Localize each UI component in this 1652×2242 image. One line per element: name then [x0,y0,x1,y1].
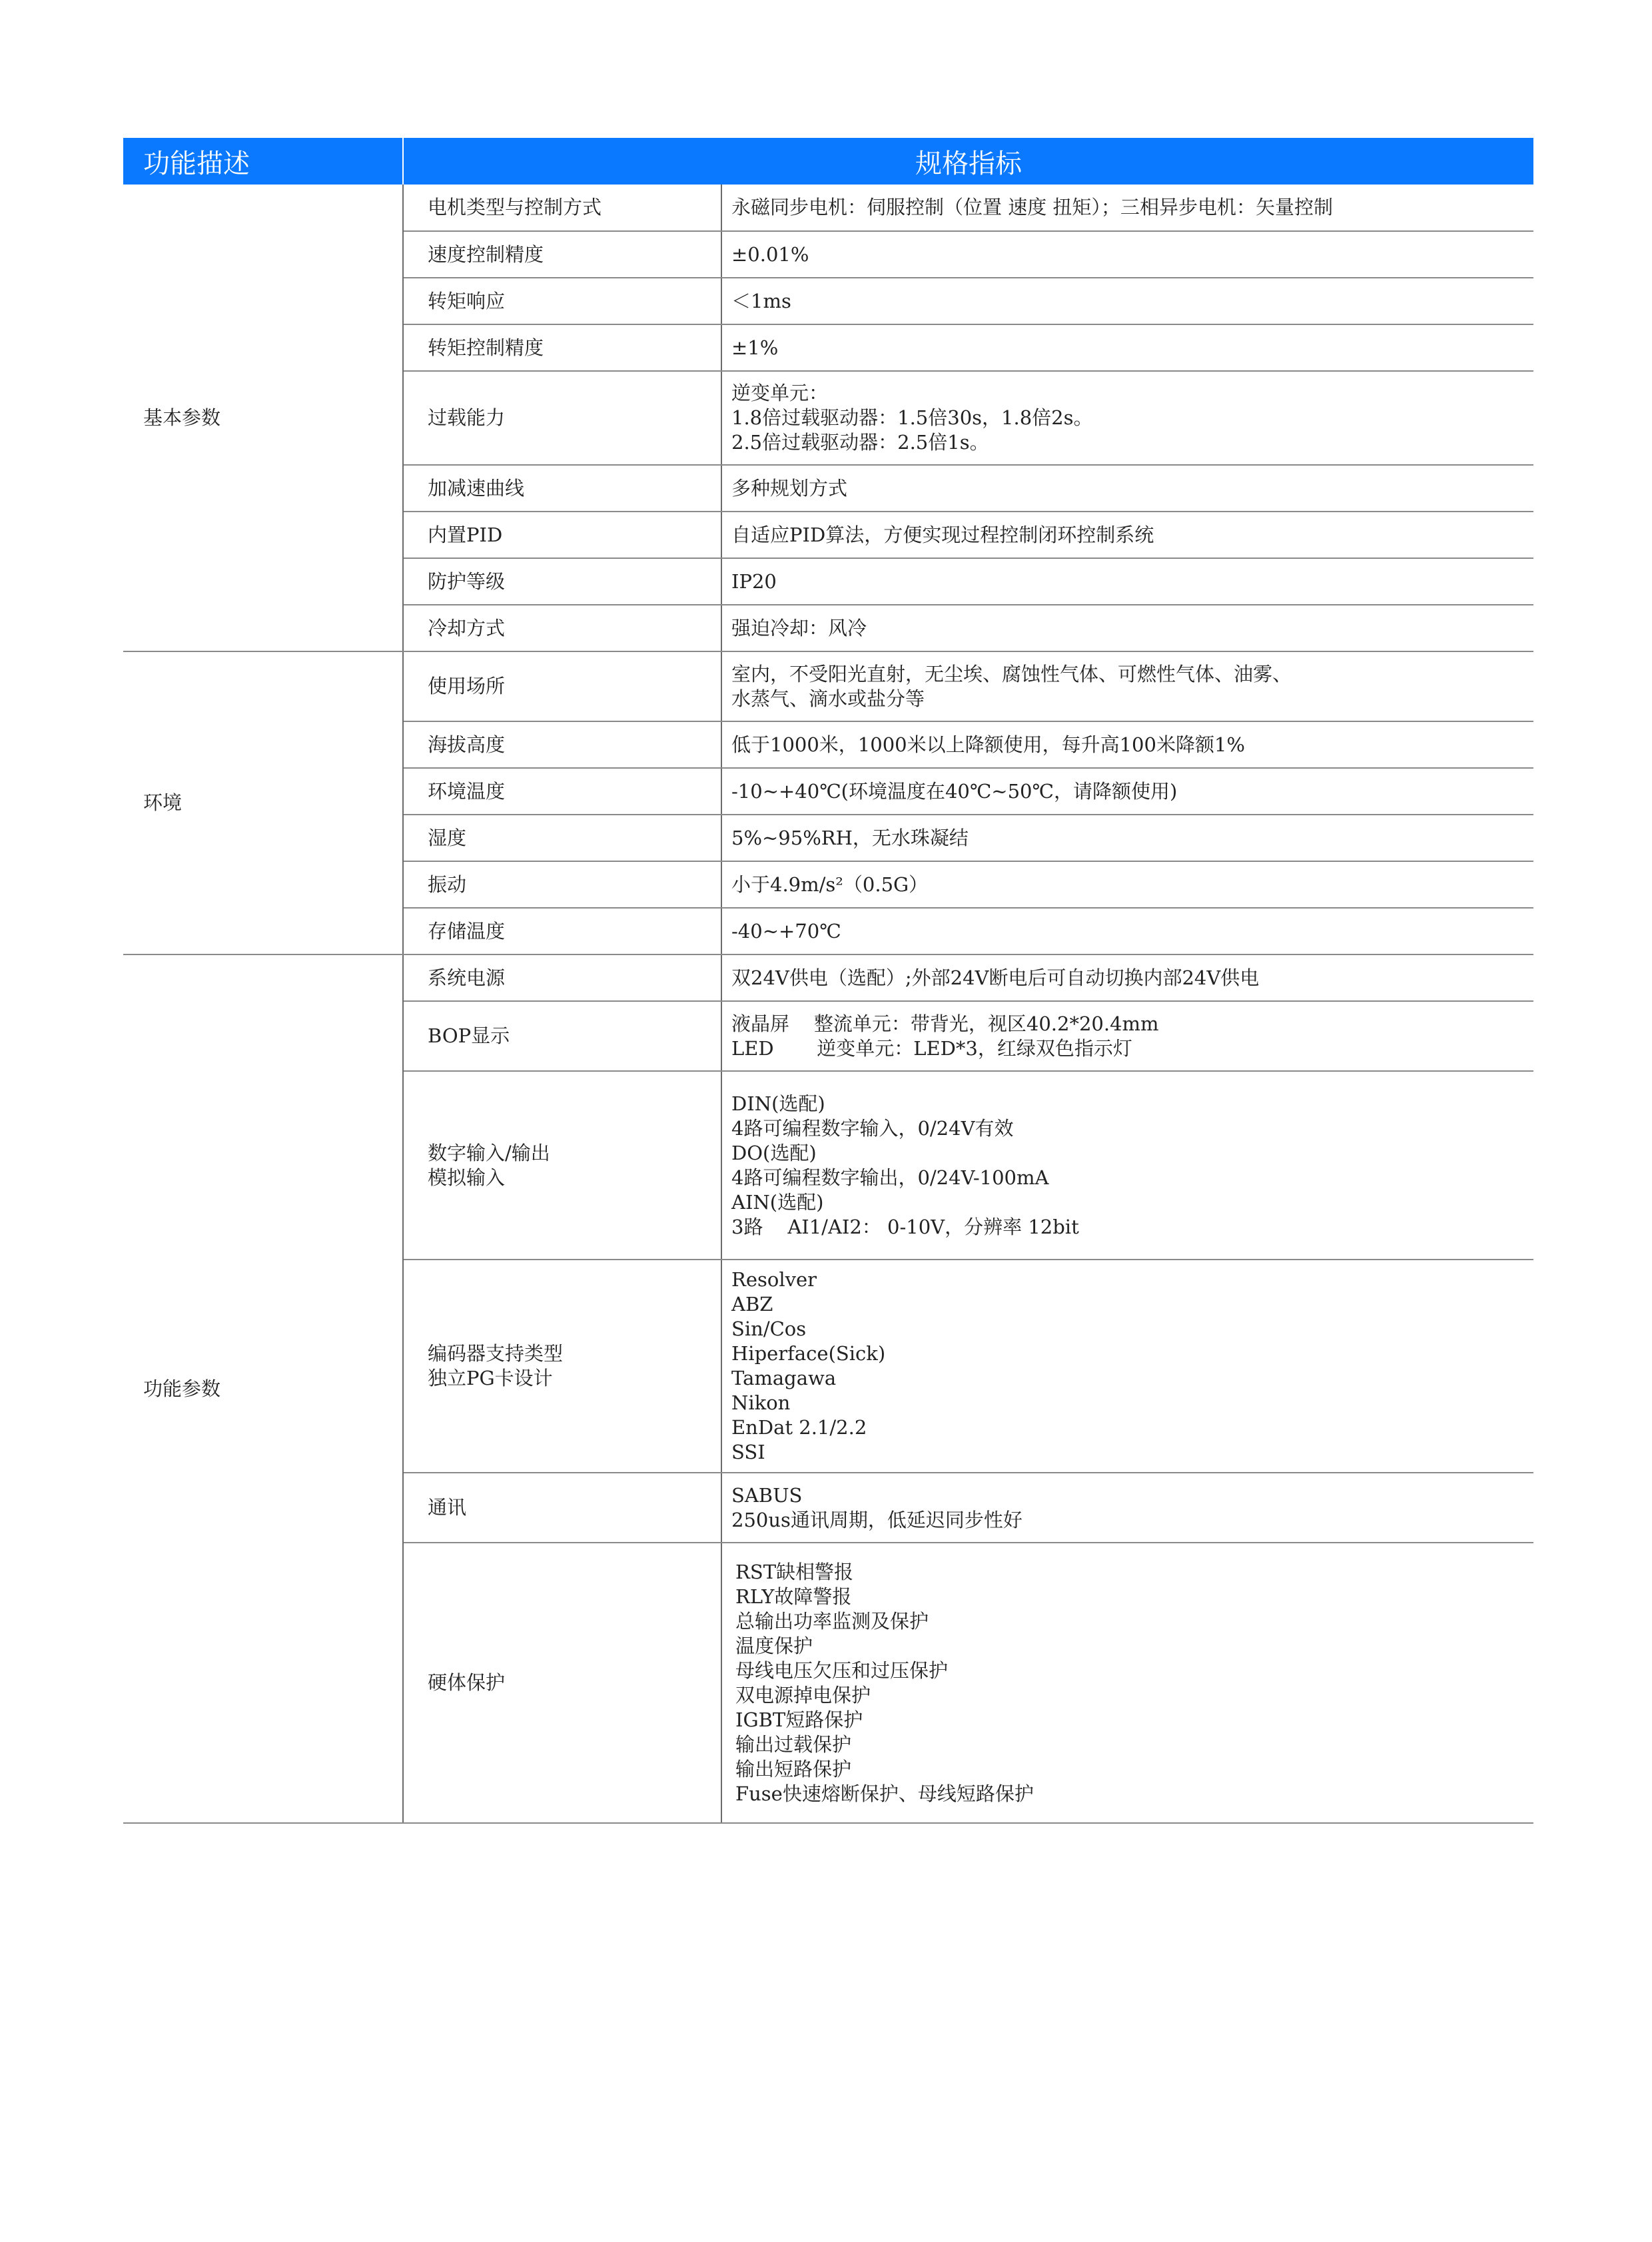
value-cell [721,1001,1533,1071]
value-text: ABZ [731,1293,773,1315]
value-text: Hiperface(Sick) [731,1342,886,1365]
value-text: IGBT短路保护 [735,1708,863,1731]
item-text: BOP显示 [428,1024,510,1047]
item-cell [403,371,721,465]
category-cell: 基本参数 [123,185,403,651]
value-text: 强迫冷却：风冷 [731,616,867,639]
value-text: 3路 AI1/AI2： 0-10V，分辨率 12bit [731,1215,1079,1238]
value-text: DIN(选配) [731,1092,825,1115]
table-row [123,651,1533,721]
value-text: 永磁同步电机：伺服控制（位置 速度 扭矩）；三相异步电机：矢量控制 [731,196,1333,218]
item-cell [403,231,721,278]
value-text: Nikon [731,1391,791,1414]
value-text: ±1% [731,336,779,359]
table-row [123,185,1533,231]
item-cell [403,861,721,908]
item-text: 过载能力 [428,406,506,429]
value-text: SABUS [731,1483,803,1507]
category-cell: 功能参数 [123,954,403,1823]
value-text: 小于4.9m/s²（0.5G） [731,873,929,896]
value-text: Sin/Cos [731,1317,807,1340]
value-text: 输出短路保护 [735,1757,852,1780]
item-text: 存储温度 [428,919,506,942]
item-text: 防护等级 [428,569,506,593]
value-text: AIN(选配) [731,1190,824,1214]
value-text: 4路可编程数字输入，0/24V有效 [731,1116,1014,1140]
value-text: EnDat 2.1/2.2 [731,1416,867,1439]
value-cell [721,512,1533,558]
value-text: Resolver [731,1268,817,1291]
value-text: Tamagawa [731,1367,837,1389]
value-cell [721,278,1533,324]
item-cell [403,605,721,651]
item-text: 硬体保护 [428,1671,506,1694]
item-text: 振动 [428,873,467,896]
value-text: IP20 [731,569,777,593]
item-cell [403,1543,721,1823]
item-text: 转矩响应 [428,289,506,312]
value-cell [721,1071,1533,1260]
value-text: 逆变单元： [731,382,829,404]
value-cell [721,1543,1533,1823]
table-row [123,954,1533,1001]
item-cell [403,721,721,768]
value-text: SSI [731,1441,765,1463]
item-text: 通讯 [428,1496,467,1519]
value-cell [721,651,1533,721]
item-cell [403,1071,721,1260]
value-cell [721,558,1533,605]
value-text: DO(选配) [731,1141,817,1164]
value-cell [721,185,1533,231]
value-text: 250us通讯周期，低延迟同步性好 [731,1508,1023,1531]
item-cell [403,651,721,721]
value-text: RLY故障警报 [735,1585,852,1608]
value-text: 多种规划方式 [731,476,848,500]
value-text: ＜1ms [731,289,791,312]
value-cell [721,324,1533,371]
item-text: 模拟输入 [428,1166,506,1189]
value-cell [721,861,1533,908]
spec-table [123,138,1533,1824]
value-text: -10~+40℃(环境温度在40℃~50℃，请降额使用) [731,779,1178,803]
item-text: 数字输入/输出 [428,1141,550,1164]
item-text: 冷却方式 [428,616,506,639]
value-cell [721,908,1533,954]
category-cell: 环境 [123,651,403,954]
item-text: 速度控制精度 [428,242,544,266]
value-cell [721,721,1533,768]
value-text: 温度保护 [735,1634,813,1657]
item-cell [403,1001,721,1071]
item-cell [403,815,721,861]
table-body [123,185,1533,1823]
item-text: 转矩控制精度 [428,336,544,359]
item-cell [403,185,721,231]
item-text: 海拔高度 [428,733,506,756]
item-cell [403,908,721,954]
value-cell [721,1473,1533,1543]
header-function-description: 功能描述 [123,138,403,185]
value-text: 母线电压欠压和过压保护 [735,1659,949,1682]
value-cell [721,815,1533,861]
item-text: 电机类型与控制方式 [428,196,602,218]
value-cell [721,371,1533,465]
value-cell [721,1260,1533,1473]
value-text: 5%~95%RH，无水珠凝结 [731,826,969,849]
value-text: 低于1000米，1000米以上降额使用，每升高100米降额1% [731,733,1245,756]
value-text: 1.8倍过载驱动器：1.5倍30s，1.8倍2s。 [731,406,1093,429]
item-text: 湿度 [428,826,467,849]
item-cell [403,324,721,371]
item-cell [403,278,721,324]
item-cell [403,954,721,1001]
value-text: ±0.01% [731,242,809,266]
value-cell [721,605,1533,651]
value-text: LED 逆变单元：LED*3，红绿双色指示灯 [731,1036,1132,1060]
header-specification: 规格指标 [403,138,1533,185]
value-text: 双电源掉电保护 [735,1683,871,1706]
value-text: 4路可编程数字输出，0/24V-100mA [731,1166,1049,1189]
item-text: 系统电源 [428,966,506,989]
item-cell [403,465,721,512]
value-text: 双24V供电（选配）;外部24V断电后可自动切换内部24V供电 [731,966,1260,989]
item-text: 内置PID [428,523,503,546]
value-text: 总输出功率监测及保护 [735,1609,929,1633]
value-text: -40~+70℃ [731,919,841,942]
table-header-row [123,138,1533,185]
item-text: 使用场所 [428,675,506,697]
item-cell [403,1473,721,1543]
value-text: 室内，不受阳光直射，无尘埃、腐蚀性气体、可燃性气体、油雾、 [731,662,1292,685]
item-cell [403,512,721,558]
value-text: Fuse快速熔断保护、母线短路保护 [735,1782,1034,1805]
value-cell [721,954,1533,1001]
item-text: 环境温度 [428,779,506,803]
item-text: 加减速曲线 [428,476,525,500]
value-cell [721,768,1533,815]
value-text: 水蒸气、滴水或盐分等 [731,687,925,710]
item-cell [403,768,721,815]
value-text: 自适应PID算法，方便实现过程控制闭环控制系统 [731,523,1154,546]
value-text: 2.5倍过载驱动器：2.5倍1s。 [731,431,989,454]
item-cell [403,1260,721,1473]
value-cell [721,465,1533,512]
value-cell [721,231,1533,278]
item-text: 独立PG卡设计 [428,1367,553,1389]
item-cell [403,558,721,605]
value-text: 输出过载保护 [735,1732,852,1756]
value-text: 液晶屏 整流单元：带背光，视区40.2*20.4mm [731,1012,1159,1035]
value-text: RST缺相警报 [735,1560,854,1583]
item-text: 编码器支持类型 [428,1342,564,1365]
